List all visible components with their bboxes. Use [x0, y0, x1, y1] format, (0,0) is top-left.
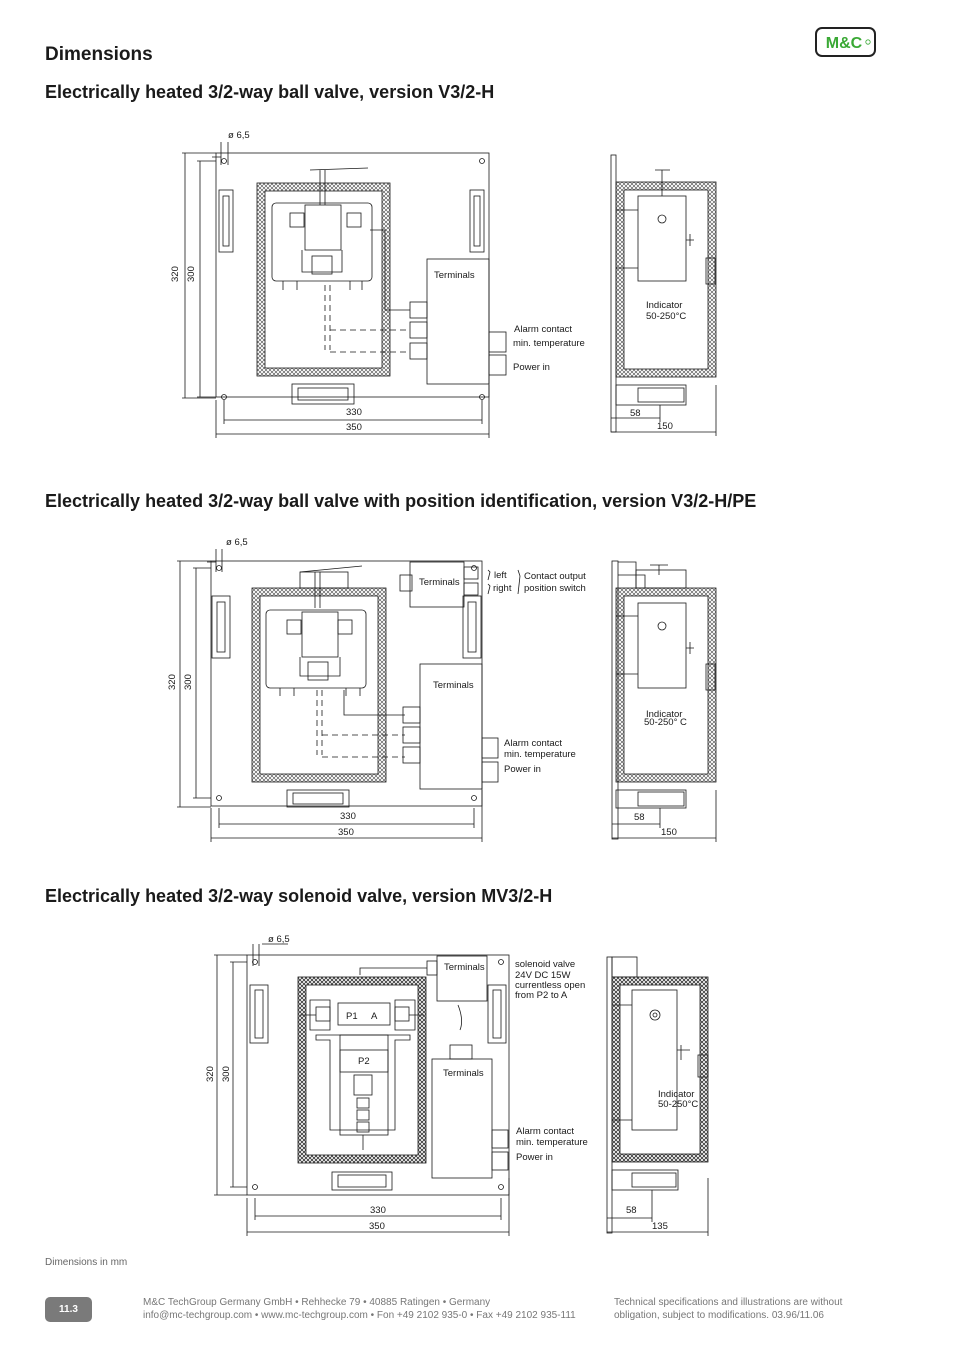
- alarm-contact-label: Alarm contact: [516, 1126, 575, 1137]
- dim-330: 330: [340, 811, 356, 822]
- min-temperature-label: min. temperature: [504, 749, 576, 760]
- terminals-top-label: Terminals: [444, 962, 485, 973]
- terminals-label: Terminals: [434, 270, 475, 281]
- right-label: right: [493, 583, 512, 594]
- dim-350: 350: [369, 1221, 385, 1232]
- solenoid-state-label: currentless open: [515, 980, 586, 991]
- power-in-label: Power in: [504, 764, 541, 775]
- dim-300: 300: [221, 1066, 232, 1082]
- indicator-range-label: 50-250°C: [658, 1099, 699, 1110]
- hole-label: ø 6,5: [268, 934, 290, 945]
- side-dim-58: 58: [626, 1205, 637, 1216]
- solenoid-valve-label: solenoid valve: [515, 959, 576, 970]
- hole-label: ø 6,5: [226, 537, 248, 548]
- min-temperature-label: min. temperature: [516, 1137, 588, 1148]
- port-p2-label: P2: [358, 1056, 370, 1067]
- page-heading: Dimensions: [45, 44, 153, 65]
- footer-company-line1: M&C TechGroup Germany GmbH • Rehhecke 79 • 40885 Ratingen • Germany: [143, 1297, 491, 1308]
- indicator-range-label: 50-250°C: [646, 311, 687, 322]
- port-p1-label: P1: [346, 1011, 358, 1022]
- alarm-contact-label: Alarm contact: [514, 324, 573, 335]
- indicator-range-label: 50-250° C: [644, 717, 687, 728]
- hole-label: ø 6,5: [228, 130, 250, 141]
- dim-300: 300: [186, 266, 197, 282]
- solenoid-voltage-label: 24V DC 15W: [515, 970, 571, 981]
- footer-legal-line1: Technical specifications and illustrations are without: [614, 1297, 843, 1308]
- section-title-v32hpe: Electrically heated 3/2-way ball valve with position identification, version V3/2-H/PE: [45, 491, 757, 511]
- alarm-contact-label: Alarm contact: [504, 738, 563, 749]
- solenoid-flow-label: from P2 to A: [515, 990, 568, 1001]
- min-temperature-label: min. temperature: [513, 338, 585, 349]
- terminals-top-label: Terminals: [419, 577, 460, 588]
- terminals-label: Terminals: [433, 680, 474, 691]
- footer-company-line2: info@mc-techgroup.com • www.mc-techgroup.com • Fon +49 2102 935-0 • Fax +49 2102 935-111: [143, 1310, 576, 1321]
- section-title-mv32h: Electrically heated 3/2-way solenoid valve, version MV3/2-H: [45, 886, 553, 906]
- indicator-label: Indicator: [646, 300, 683, 311]
- svg-text:M&C: M&C: [825, 35, 863, 52]
- dimensions-note: Dimensions in mm: [45, 1257, 128, 1268]
- position-switch-label: position switch: [524, 583, 586, 594]
- dim-330: 330: [346, 407, 362, 418]
- side-dim-width: 150: [657, 421, 673, 432]
- left-label: left: [494, 570, 507, 581]
- dim-330: 330: [370, 1205, 386, 1216]
- drawing-v32h: [170, 125, 730, 440]
- dim-350: 350: [338, 827, 354, 838]
- drawing-mv32h: [200, 930, 720, 1240]
- contact-output-label: Contact output: [524, 571, 586, 582]
- side-dim-58: 58: [630, 408, 641, 419]
- dim-320: 320: [205, 1066, 216, 1082]
- side-dim-58: 58: [634, 812, 645, 823]
- page-number-badge: 11.3: [45, 1297, 92, 1322]
- indicator-label: Indicator: [658, 1089, 695, 1100]
- power-in-label: Power in: [513, 362, 550, 373]
- dim-350: 350: [346, 422, 362, 433]
- port-a-label: A: [371, 1011, 378, 1022]
- side-dim-width: 150: [661, 827, 677, 838]
- terminals-label: Terminals: [443, 1068, 484, 1079]
- footer-legal-line2: obligation, subject to modifications. 03.96/11.06: [614, 1310, 824, 1321]
- mc-logo: [815, 27, 876, 57]
- dim-320: 320: [170, 266, 181, 282]
- side-dim-width: 135: [652, 1221, 668, 1232]
- power-in-label: Power in: [516, 1152, 553, 1163]
- dim-300: 300: [183, 674, 194, 690]
- indicator-label: Indicator: [646, 709, 683, 720]
- section-title-v32h: Electrically heated 3/2-way ball valve, version V3/2-H: [45, 82, 495, 102]
- dim-320: 320: [167, 674, 178, 690]
